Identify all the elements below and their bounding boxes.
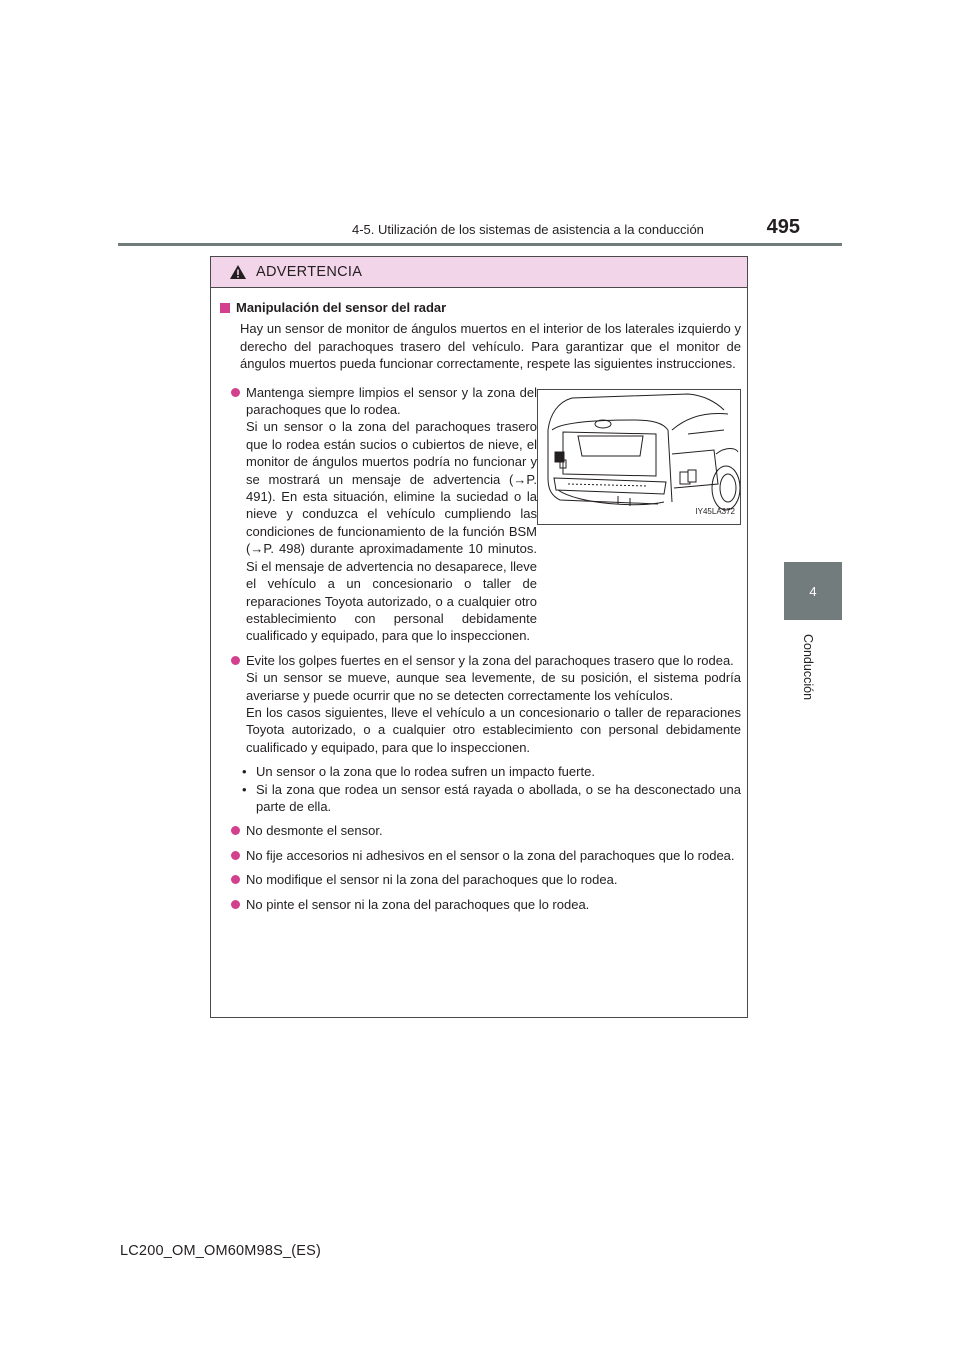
bullet-text: Evite los golpes fuertes en el sensor y la zona del parachoques trasero que lo rodea.	[246, 652, 734, 668]
bullet-item-avoid-impacts	[220, 652, 741, 756]
chapter-tab[interactable]	[784, 562, 842, 620]
section-title: 4-5. Utilización de los sistemas de asistencia a la conducción	[352, 222, 704, 237]
bullet-text: No fije accesorios ni adhesivos en el sensor o la zona del parachoques que lo rodea.	[246, 847, 735, 863]
document-code: LC200_OM_OM60M98S_(ES)	[120, 1243, 322, 1259]
bullet-with-figure	[220, 384, 741, 645]
section-heading	[220, 299, 741, 316]
bullet-item-no-modify	[220, 871, 741, 888]
header-rule	[118, 243, 842, 246]
bullet-text: Si un sensor o la zona del parachoques trasero que lo rodea están sucios o cubiertos de nieve, el monitor de ángulos muertos podría no funcionar y se mostrará un mensaje de advertencia (→P. 491). En esta situación, elimine la suciedad o la nieve y conduzca el vehículo cumpliendo las condiciones de funcionamiento de la función BSM (→P. 498) durante aproximadamente 10 minutos. Si el mensaje de advertencia no desaparece, lleve el vehículo a un concesionario o taller de reparaciones Toyota autorizado, o a cualquier otro establecimiento con personal debidamente cualificado y equipado, para que lo inspeccionen.	[246, 419, 537, 644]
bullet-dot-icon	[231, 826, 240, 835]
figure-code: IY45LA372	[695, 507, 735, 517]
warning-box	[210, 256, 748, 1018]
bullet-dot-icon	[231, 875, 240, 884]
bullet-dot-icon	[231, 656, 240, 665]
warning-header	[211, 257, 747, 288]
warning-title: ADVERTENCIA	[256, 264, 363, 280]
bullet-item-no-accessories	[220, 847, 741, 864]
chapter-number: 4	[809, 583, 817, 599]
bullet-text: En los casos siguientes, lleve el vehículo a un concesionario o taller de reparaciones Toyota autorizado, o a cualquier otro establecimiento con personal debidamente cualificado y equipado, para que lo inspeccionen.	[246, 704, 741, 755]
bullet-text: No desmonte el sensor.	[246, 823, 383, 839]
intro-paragraph: Hay un sensor de monitor de ángulos muertos en el interior de los laterales izquierdo y derecho del parachoques trasero del vehículo. Para garantizar que el monitor de ángulos muertos pueda funcionar correctamente, respete las siguientes instrucciones.	[240, 321, 741, 372]
bullet-text: Mantenga siempre limpios el sensor y la zona del parachoques que lo rodea.	[246, 384, 537, 418]
square-bullet-icon	[220, 303, 230, 313]
warning-triangle-icon	[229, 264, 247, 280]
warning-body	[211, 288, 747, 913]
rear-bumper-illustration	[537, 389, 741, 525]
page-number: 495	[766, 216, 800, 238]
section-heading-text: Manipulación del sensor del radar	[236, 300, 447, 315]
sub-list	[220, 763, 741, 815]
bullet-item-no-disassemble	[220, 822, 741, 839]
bullet-text: Si un sensor se mueve, aunque sea levemente, de su posición, el sistema podría averiarse y puede ocurrir que no se detecten correctamente los vehículos.	[246, 670, 741, 703]
bullet-dot-icon	[231, 900, 240, 909]
sub-list-item: • Un sensor o la zona que lo rodea sufren un impacto fuerte.	[242, 764, 595, 780]
bullet-dot-icon	[231, 388, 240, 397]
bullet-text: No modifique el sensor ni la zona del parachoques que lo rodea.	[246, 872, 618, 888]
sub-list-item: • Si la zona que rodea un sensor está rayada o abollada, o se ha desconectado una parte de ella.	[242, 781, 741, 814]
bullet-dot-icon	[231, 851, 240, 860]
bullet-item-no-paint	[220, 896, 741, 913]
bullet-item-clean-sensor	[220, 384, 537, 645]
bullet-text: No pinte el sensor ni la zona del parachoques que lo rodea.	[246, 896, 590, 912]
chapter-label: Conducción	[801, 634, 815, 701]
